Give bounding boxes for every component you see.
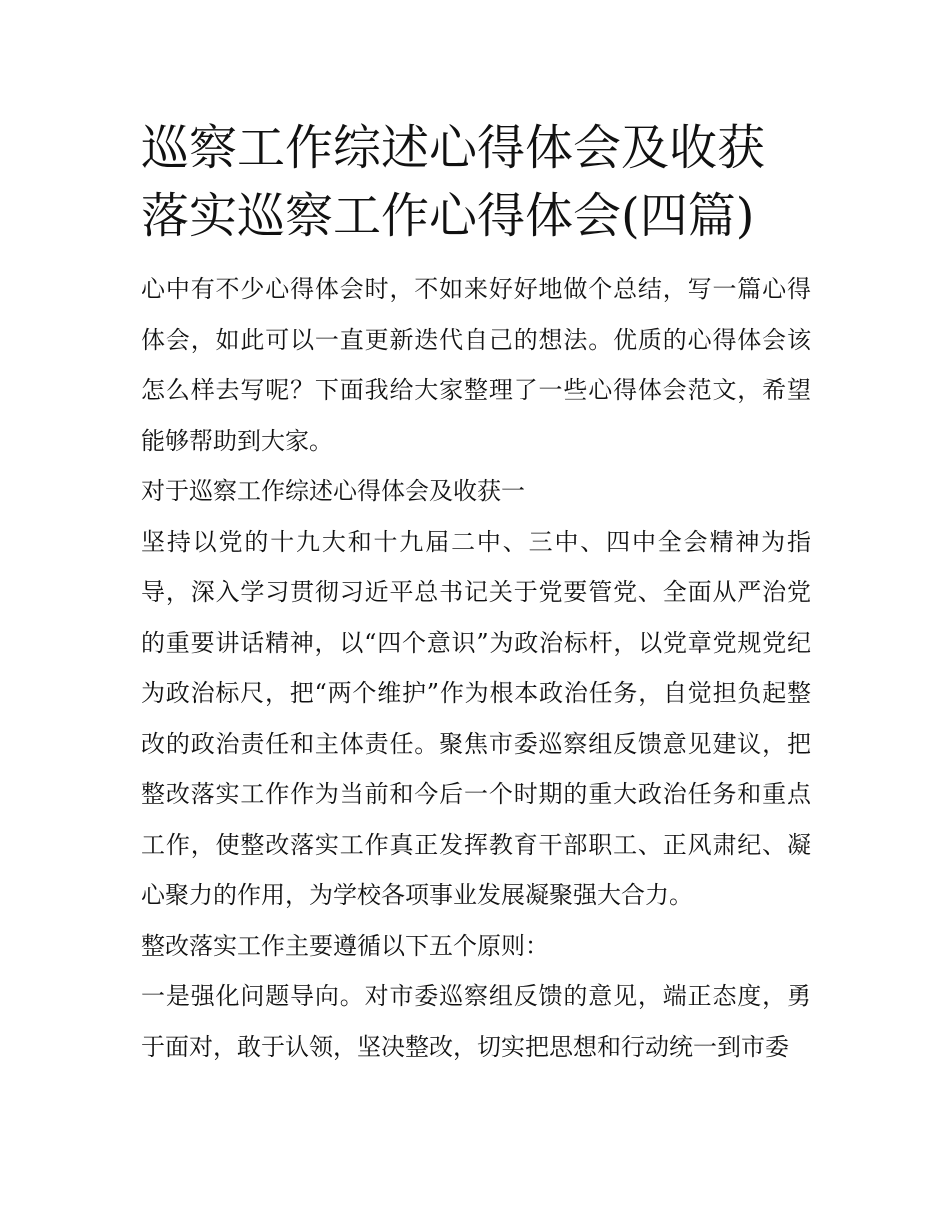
body-paragraph-principle-one: 一是强化问题导向。对市委巡察组反馈的意见，端正态度，勇于面对，敢于认领，坚决整改，切实把思想和行动统一到市委 [141, 982, 811, 1061]
section-heading: 对于巡察工作综述心得体会及收获一 [141, 477, 525, 505]
document-body [141, 114, 811, 1072]
body-paragraph-guidance: 坚持以党的十九大和十九届二中、三中、四中全会精神为指导，深入学习贯彻习近平总书记关于党要管党、全面从严治党的重要讲话精神，以“四个意识”为政治标杆，以党章党规党纪为政治标尺，把“两个维护”作为根本政治任务，自觉担负起整改的政治责任和主体责任。聚焦市委巡察组反馈意见建议，把整改落实工作作为当前和今后一个时期的重大政治任务和重点工作，使整改落实工作真正发挥教育干部职工、正风肃纪、凝心聚力的作用，为学校各项事业发展凝聚强大合力。 [141, 527, 811, 909]
document-title [141, 114, 811, 250]
title-line-2: 落实巡察工作心得体会(四篇) [141, 188, 755, 244]
title-line-1: 巡察工作综述心得体会及收获 [141, 120, 766, 176]
intro-paragraph: 心中有不少心得体会时，不如来好好地做个总结，写一篇心得体会，如此可以一直更新迭代自己的想法。优质的心得体会该怎么样去写呢？下面我给大家整理了一些心得体会范文，希望能够帮助到大家。 [141, 275, 811, 455]
principles-heading: 整改落实工作主要遵循以下五个原则： [141, 931, 549, 960]
